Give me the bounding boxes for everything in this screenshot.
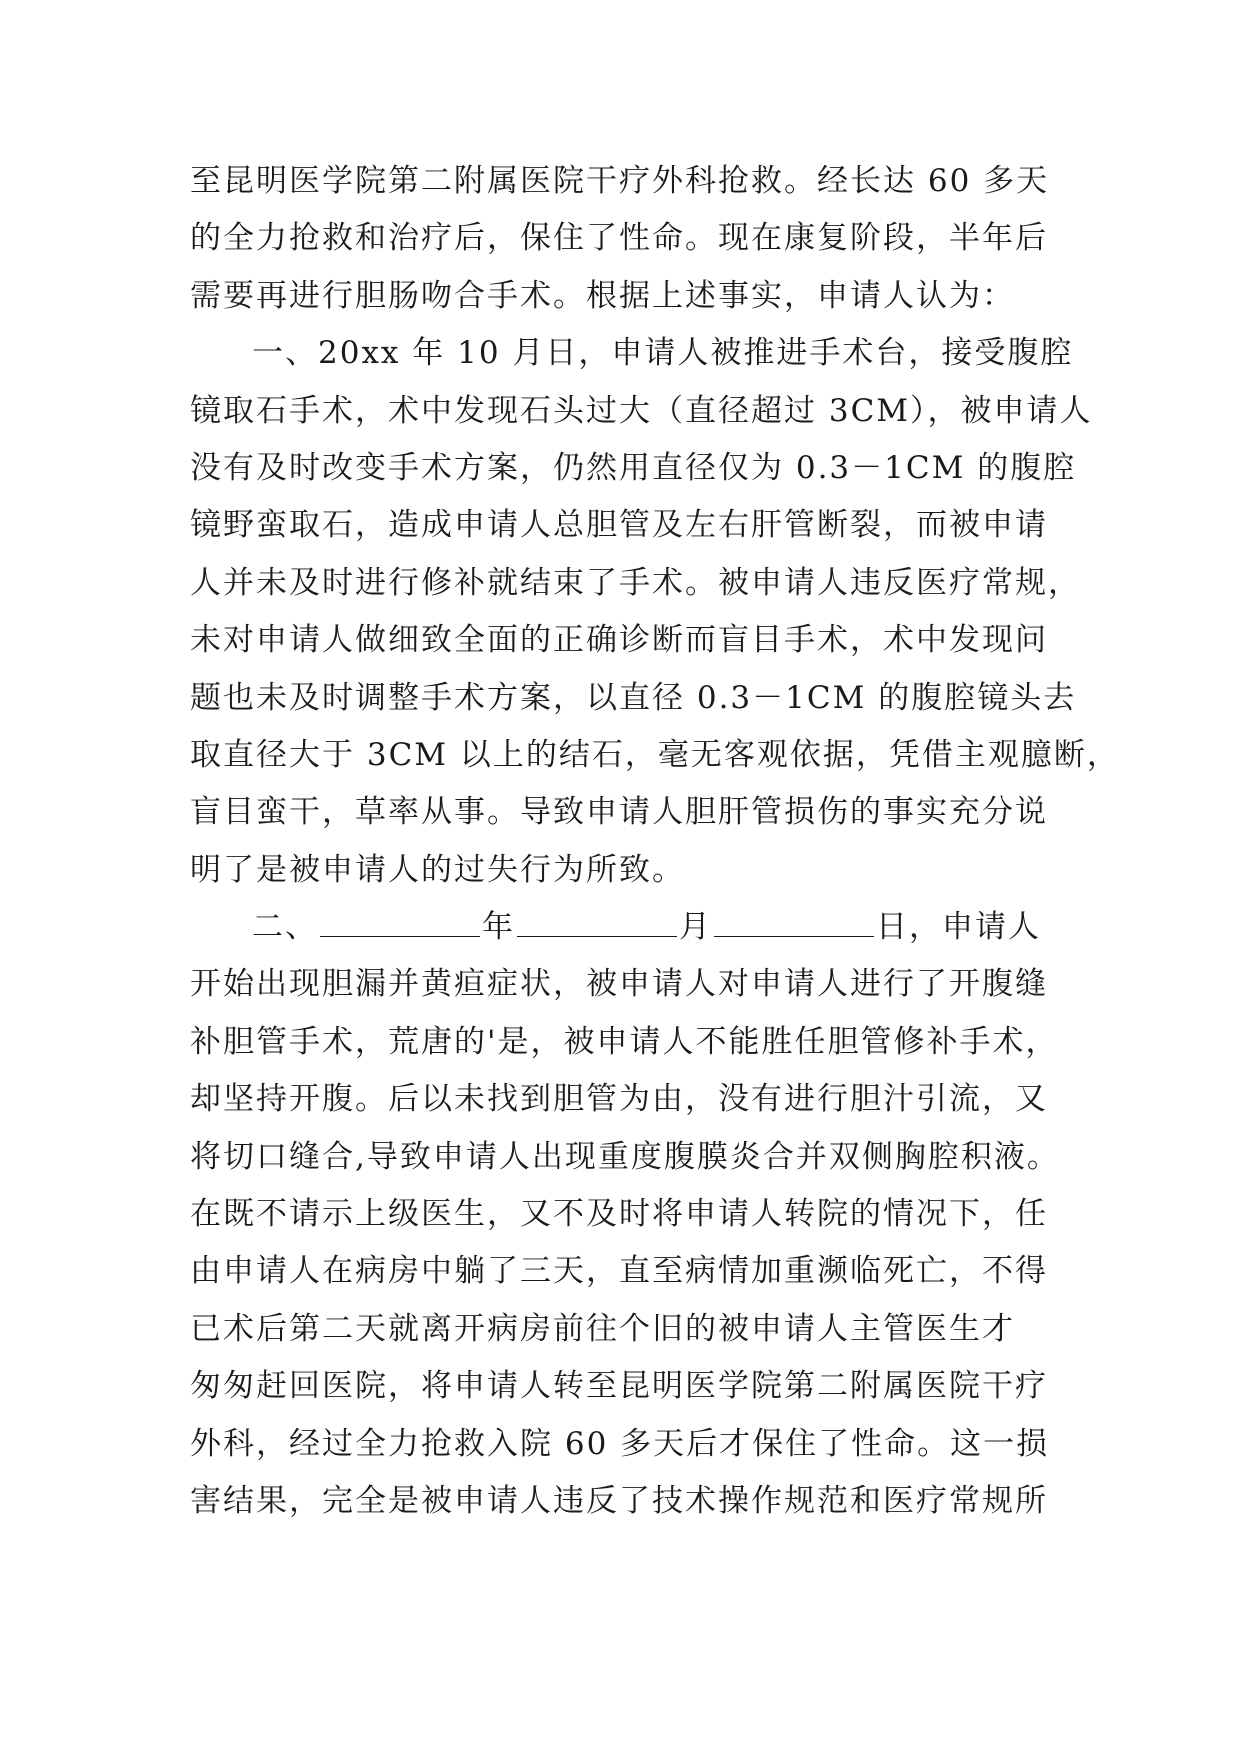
text-line: 镜野蛮取石，造成申请人总胆管及左右肝管断裂，而被申请 [190,507,1048,544]
text-line: 补胆管手术，荒唐的'是，被申请人不能胜任胆管修补手术， [190,1023,1059,1060]
text-line: 匆匆赶回医院，将申请人转至昆明医学院第二附属医院干疗 [190,1368,1048,1405]
text-line: 需要再进行胆肠吻合手术。根据上述事实，申请人认为： [190,277,1015,314]
text-line: 已术后第二天就离开病房前往个旧的被申请人主管医生才 [190,1310,1015,1347]
year-label: 年 [482,909,515,946]
text-line: 取直径大于 3CM 以上的结石，毫无客观依据，凭借主观臆断， [190,736,1120,773]
text-line: 明了是被申请人的过失行为所致。 [190,851,685,888]
text-line: 至昆明医学院第二附属医院干疗外科抢救。经长达 60 多天 [190,163,1050,199]
month-blank [517,910,677,937]
text-line: 将切口缝合,导致申请人出现重度腹膜炎合并双侧胸腔积液。 [190,1138,1060,1175]
paragraph-two-first-line [190,899,1062,956]
document-body [190,153,1120,1530]
paragraph-one-first-line: 一、20xx 年 10 月日，申请人被推进手术台，接受腹腔 [252,335,1074,372]
day-blank [714,910,874,937]
text-line: 外科，经过全力抢救入院 60 多天后才保住了性命。这一损 [190,1425,1050,1462]
text-line: 人并未及时进行修补就结束了手术。被申请人违反医疗常规， [190,564,1081,601]
text-line: 在既不请示上级医生，又不及时将申请人转院的情况下，任 [190,1196,1048,1233]
text-line: 的全力抢救和治疗后，保住了性命。现在康复阶段，半年后 [190,220,1048,257]
text-line: 害结果，完全是被申请人违反了技术操作规范和医疗常规所 [190,1482,1048,1519]
text-line: 却坚持开腹。后以未找到胆管为由，没有进行胆汁引流，又 [190,1081,1048,1118]
paragraph-two-suffix: 日，申请人 [876,909,1041,946]
text-line: 没有及时改变手术方案，仍然用直径仅为 0.3－1CM 的腹腔 [190,449,1077,486]
paragraph-two-prefix: 二、 [252,909,318,946]
text-line: 未对申请人做细致全面的正确诊断而盲目手术，术中发现问 [190,622,1048,659]
month-label: 月 [679,909,712,946]
text-line: 开始出现胆漏并黄疸症状，被申请人对申请人进行了开腹缝 [190,966,1048,1003]
text-line: 题也未及时调整手术方案，以直径 0.3－1CM 的腹腔镜头去 [190,679,1077,716]
text-line: 由申请人在病房中躺了三天，直至病情加重濒临死亡，不得 [190,1253,1048,1290]
text-line: 盲目蛮干，草率从事。导致申请人胆肝管损伤的事实充分说 [190,794,1048,831]
year-blank [320,910,480,937]
text-line: 镜取石手术，术中发现石头过大（直径超过 3CM），被申请人 [190,392,1093,429]
